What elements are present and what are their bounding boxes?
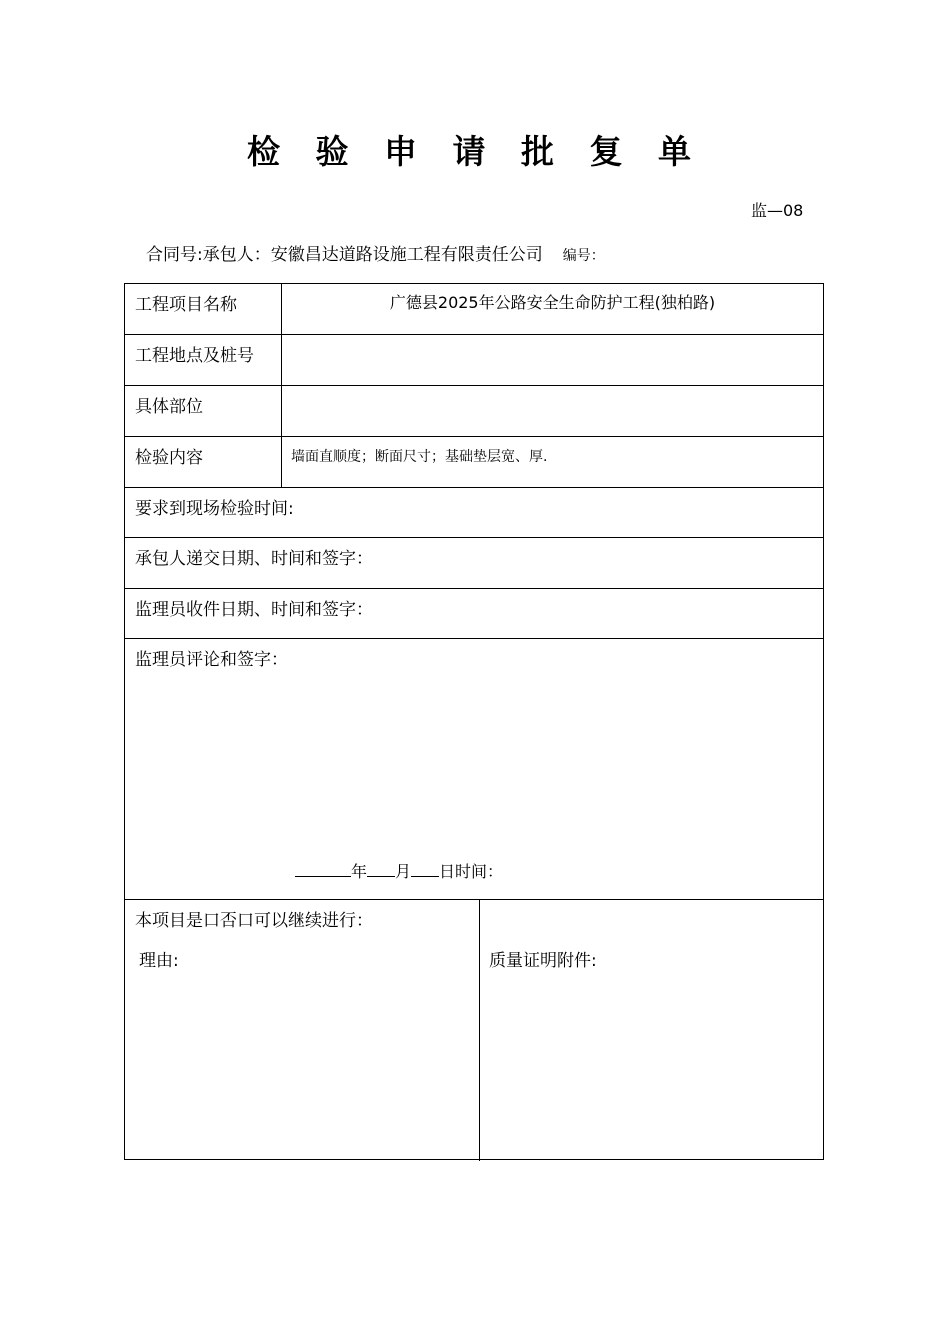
row-supervisor-receive (125, 589, 823, 639)
contract-contractor-text: 合同号:承包人：安徽昌达道路设施工程有限责任公司 (146, 245, 543, 265)
contract-line (146, 240, 605, 265)
day-time-label: 日时间： (439, 862, 504, 881)
supervisor-comment-label: 监理员评论和签字： (135, 650, 288, 670)
site-time-label: 要求到现场检验时间: (135, 499, 294, 519)
row-content (125, 437, 823, 488)
form-code: 监—08 (751, 201, 804, 220)
project-name-label: 工程项目名称 (135, 295, 237, 315)
column-divider (479, 900, 480, 1161)
supervisor-receive-label: 监理员收件日期、时间和签字： (135, 600, 373, 620)
row-site-time (125, 488, 823, 538)
reason-label: 理由: (139, 951, 179, 971)
number-label: 编号： (562, 248, 605, 264)
row-supervisor-comment (125, 639, 823, 900)
day-blank (411, 862, 439, 877)
content-label: 检验内容 (135, 448, 203, 468)
location-label: 工程地点及桩号 (135, 346, 254, 366)
inspection-form-table (124, 283, 824, 1160)
column-divider (281, 335, 282, 385)
row-part (125, 386, 823, 437)
contractor-submit-label: 承包人递交日期、时间和签字： (135, 549, 373, 569)
year-label: 年 (351, 862, 368, 881)
project-name-value: 广德县2025年公路安全生命防护工程(独柏路) (389, 293, 716, 312)
attachment-label: 质量证明附件: (489, 951, 597, 971)
content-value: 墙面直顺度；断面尺寸；基础垫层宽、厚. (291, 449, 548, 465)
year-blank (295, 862, 351, 877)
row-project-name (125, 284, 823, 335)
column-divider (281, 437, 282, 487)
document-title: 检 验 申 请 批 复 单 (247, 132, 703, 171)
signature-date-line (295, 859, 503, 882)
row-location (125, 335, 823, 386)
column-divider (281, 386, 282, 436)
month-blank (367, 862, 395, 877)
continue-label: 本项目是口否口可以继续进行： (135, 911, 373, 931)
month-label: 月 (395, 862, 412, 881)
part-label: 具体部位 (135, 397, 203, 417)
row-decision (125, 900, 823, 1161)
row-contractor-submit (125, 538, 823, 589)
